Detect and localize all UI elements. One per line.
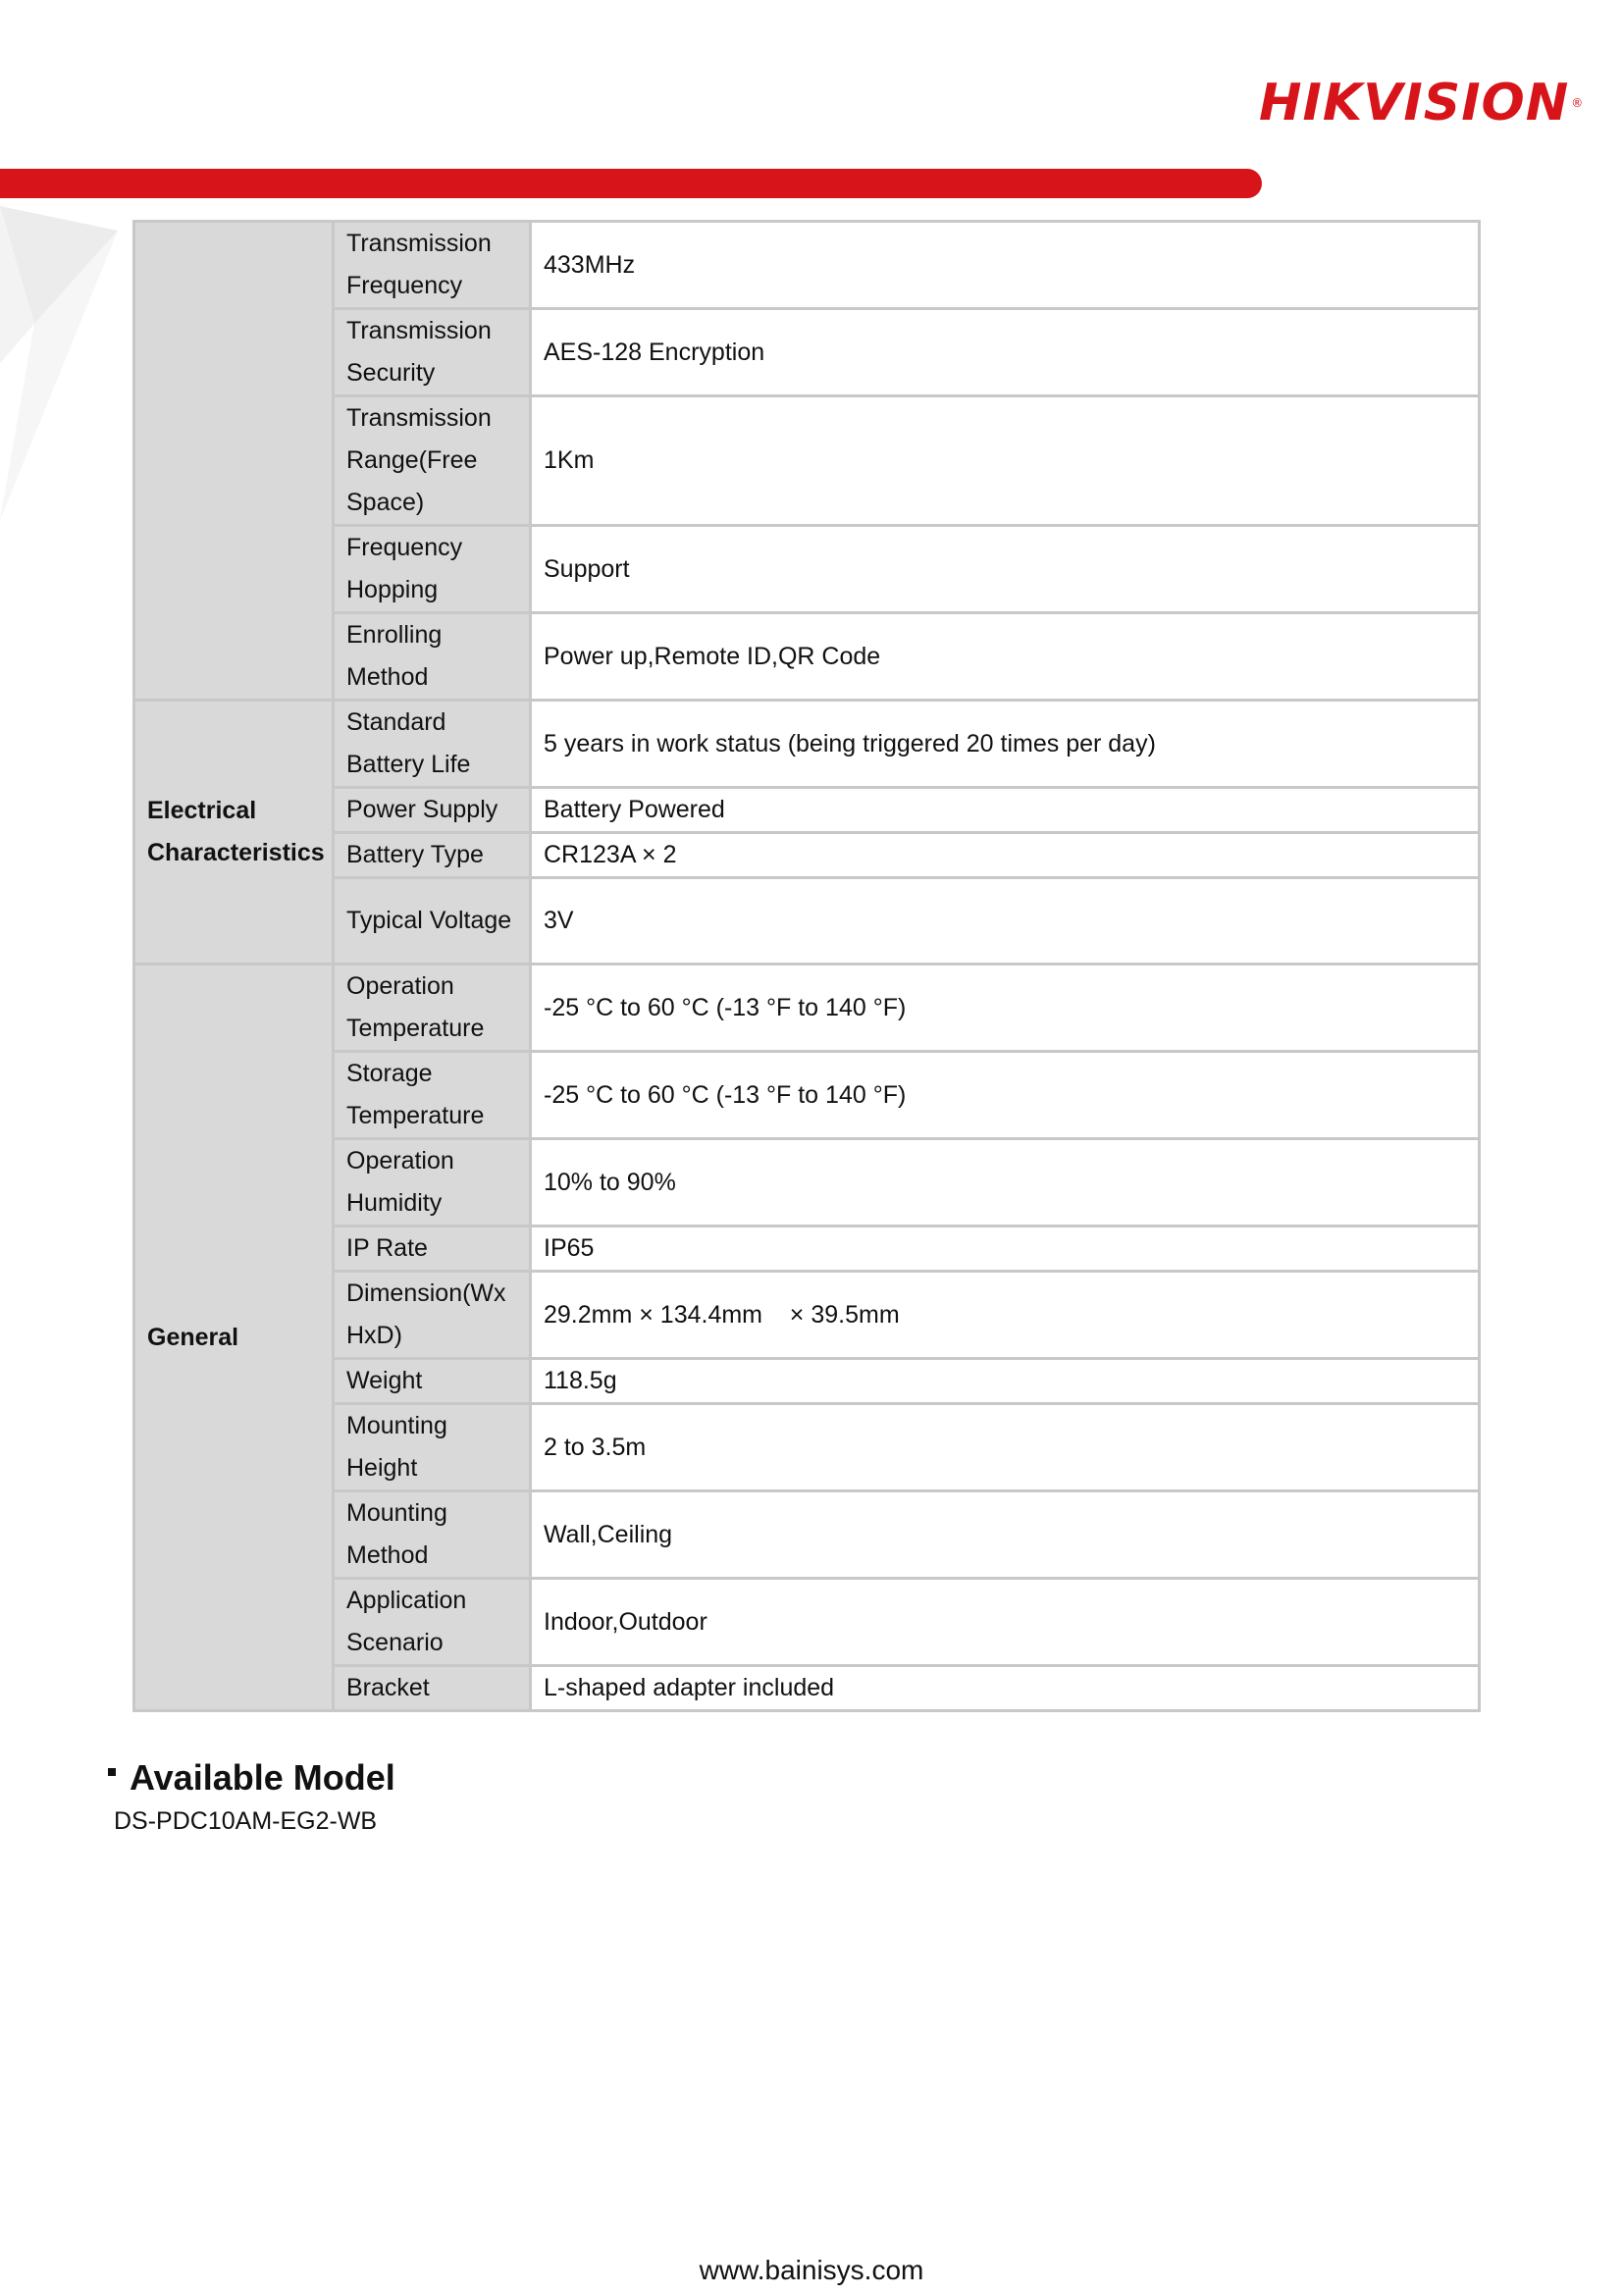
spec-parameter: Dimension(Wx HxD) — [334, 1272, 531, 1359]
spec-value: 29.2mm × 134.4mm × 39.5mm — [531, 1272, 1480, 1359]
spec-row — [134, 701, 1480, 788]
spec-row — [134, 965, 1480, 1052]
spec-parameter: Mounting Method — [334, 1491, 531, 1579]
model-number: DS-PDC10AM-EG2-WB — [114, 1807, 378, 1835]
spec-parameter: IP Rate — [334, 1226, 531, 1272]
spec-value: 10% to 90% — [531, 1139, 1480, 1226]
spec-parameter: Standard Battery Life — [334, 701, 531, 788]
bullet-icon — [108, 1768, 116, 1776]
spec-parameter: Operation Temperature — [334, 965, 531, 1052]
spec-value: Indoor,Outdoor — [531, 1579, 1480, 1666]
spec-row — [134, 1272, 1480, 1359]
spec-category: General — [134, 965, 334, 1711]
spec-value: L-shaped adapter included — [531, 1666, 1480, 1711]
spec-row — [134, 1404, 1480, 1491]
spec-row — [134, 1579, 1480, 1666]
spec-row — [134, 309, 1480, 396]
spec-row — [134, 1226, 1480, 1272]
spec-value: -25 °C to 60 °C (-13 °F to 140 °F) — [531, 1052, 1480, 1139]
spec-value: CR123A × 2 — [531, 833, 1480, 878]
spec-row — [134, 1139, 1480, 1226]
spec-row — [134, 396, 1480, 526]
spec-parameter: Typical Voltage — [334, 878, 531, 965]
spec-row — [134, 788, 1480, 833]
spec-parameter: Transmission Security — [334, 309, 531, 396]
decorative-shard-graphic — [0, 206, 128, 530]
spec-row — [134, 1666, 1480, 1711]
spec-value: AES-128 Encryption — [531, 309, 1480, 396]
spec-parameter: Transmission Frequency — [334, 222, 531, 309]
spec-value: -25 °C to 60 °C (-13 °F to 140 °F) — [531, 965, 1480, 1052]
spec-value: Power up,Remote ID,QR Code — [531, 613, 1480, 701]
spec-value: 3V — [531, 878, 1480, 965]
spec-parameter: Mounting Height — [334, 1404, 531, 1491]
spec-category: Electrical Characteristics — [134, 701, 334, 965]
spec-value: 2 to 3.5m — [531, 1404, 1480, 1491]
spec-parameter: Battery Type — [334, 833, 531, 878]
spec-parameter: Transmission Range(Free Space) — [334, 396, 531, 526]
spec-value: 1Km — [531, 396, 1480, 526]
spec-parameter: Power Supply — [334, 788, 531, 833]
spec-value: 433MHz — [531, 222, 1480, 309]
spec-row — [134, 878, 1480, 965]
spec-value: Wall,Ceiling — [531, 1491, 1480, 1579]
spec-row — [134, 222, 1480, 309]
spec-category — [134, 222, 334, 701]
spec-row — [134, 1359, 1480, 1404]
spec-row — [134, 526, 1480, 613]
spec-parameter: Operation Humidity — [334, 1139, 531, 1226]
spec-parameter: Enrolling Method — [334, 613, 531, 701]
spec-row — [134, 1491, 1480, 1579]
spec-value: Battery Powered — [531, 788, 1480, 833]
header-red-bar — [0, 169, 1262, 198]
spec-value: 118.5g — [531, 1359, 1480, 1404]
spec-parameter: Weight — [334, 1359, 531, 1404]
available-model-heading: Available Model — [108, 1754, 395, 1801]
footer-url: www.bainisys.com — [699, 2255, 924, 2285]
spec-row — [134, 833, 1480, 878]
spec-value: Support — [531, 526, 1480, 613]
spec-parameter: Frequency Hopping — [334, 526, 531, 613]
spec-parameter: Storage Temperature — [334, 1052, 531, 1139]
spec-parameter: Application Scenario — [334, 1579, 531, 1666]
spec-value: 5 years in work status (being triggered 20 times per day) — [531, 701, 1480, 788]
hikvision-logo: HIKVISION ® — [1259, 74, 1585, 132]
spec-parameter: Bracket — [334, 1666, 531, 1711]
spec-value: IP65 — [531, 1226, 1480, 1272]
specification-table — [132, 220, 1481, 1712]
spec-row — [134, 613, 1480, 701]
spec-row — [134, 1052, 1480, 1139]
